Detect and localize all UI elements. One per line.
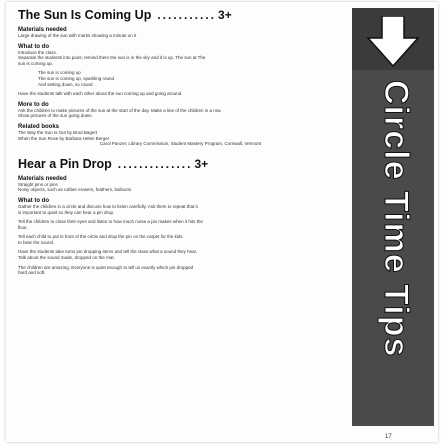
song-line: And setting down, so round [38, 81, 93, 87]
activity-title: Hear a Pin Drop [18, 156, 112, 171]
step-line: hard and soft. [18, 270, 46, 276]
page-content [18, 8, 343, 436]
materials-heading: Materials needed [18, 175, 67, 182]
sidebar-chapter-label: Circle Time Tips [377, 80, 415, 358]
related-book: When the Sun Rose by Barbara Helen Berger [18, 135, 110, 141]
material-item: Noisy objects, such as rubber erasers, feathers, balloons [18, 187, 132, 193]
down-arrow-icon [366, 16, 420, 68]
materials-text: Large drawing of the sun with marks showing a minute on it [18, 33, 137, 38]
related-books-heading: Related books [18, 123, 60, 130]
what-line: Introduce the class. [18, 49, 58, 55]
author-credit: Carol Panzer, Library Commission, Student Mastery Program, Cornwall, Vermont [99, 141, 262, 147]
page-number: 17 [385, 434, 392, 440]
material-item: Straight pins or pins [18, 181, 58, 187]
age-badge: 3+ [194, 156, 209, 171]
activity-title: The Sun Is Coming Up [18, 8, 152, 22]
activity-title-row [18, 8, 343, 22]
what-line: Separate the students into pairs; remind them the sun is in the sky and it is up. The sun at The [18, 55, 206, 61]
note-line: Have the students talk with each other about the sun coming up and going around. [18, 91, 183, 97]
title-leader-dots: ........... [157, 8, 217, 22]
activity-title-row [18, 157, 343, 171]
more-to-do-heading: More to do [18, 101, 49, 108]
what-line: Gather the children in a circle and discuss how to listen carefully. Ask them to repeat that it [18, 203, 198, 209]
what-to-do-heading: What to do [18, 197, 49, 204]
title-leader-dots: .............. [117, 156, 193, 171]
related-book: The Way the Sun Is Out by Brod Bagert [18, 129, 98, 135]
step-line: Tell the children to close their eyes and listen to how much noise a pin makes when it hits the [18, 219, 203, 225]
step-line: Tell each child to put in front of the circle and drop the pin on the carpet for the kids [18, 234, 183, 240]
what-line: sun is coming up. [18, 60, 54, 66]
more-text: Ask the children to make pictures of the sun at the start of the day. Make a line of the children in a row. [18, 107, 222, 113]
more-text: Show pictures of the sun going down. [18, 113, 93, 119]
age-badge: 3+ [218, 8, 232, 22]
what-line: is important to quiet so they can hear a pin drop. [18, 209, 115, 215]
step-line: to hear the sound. [18, 239, 55, 245]
what-to-do-heading: What to do [18, 43, 49, 50]
step-line: Talk about the sound made, dropped on the mat. [18, 255, 115, 261]
step-line: The children are amazing. Everyone is quiet enough to tell us exactly which pin dropped [18, 264, 194, 270]
chapter-sidebar [352, 8, 434, 426]
materials-heading: Materials needed [18, 27, 67, 33]
step-line: floor. [18, 224, 28, 230]
song-line: The sun is coming up, sparkling round [38, 75, 115, 81]
song-line: The sun is coming up [38, 70, 81, 76]
step-line: Have the students take turns pin dropping items and tell the class what a sound they hear. [18, 249, 198, 255]
